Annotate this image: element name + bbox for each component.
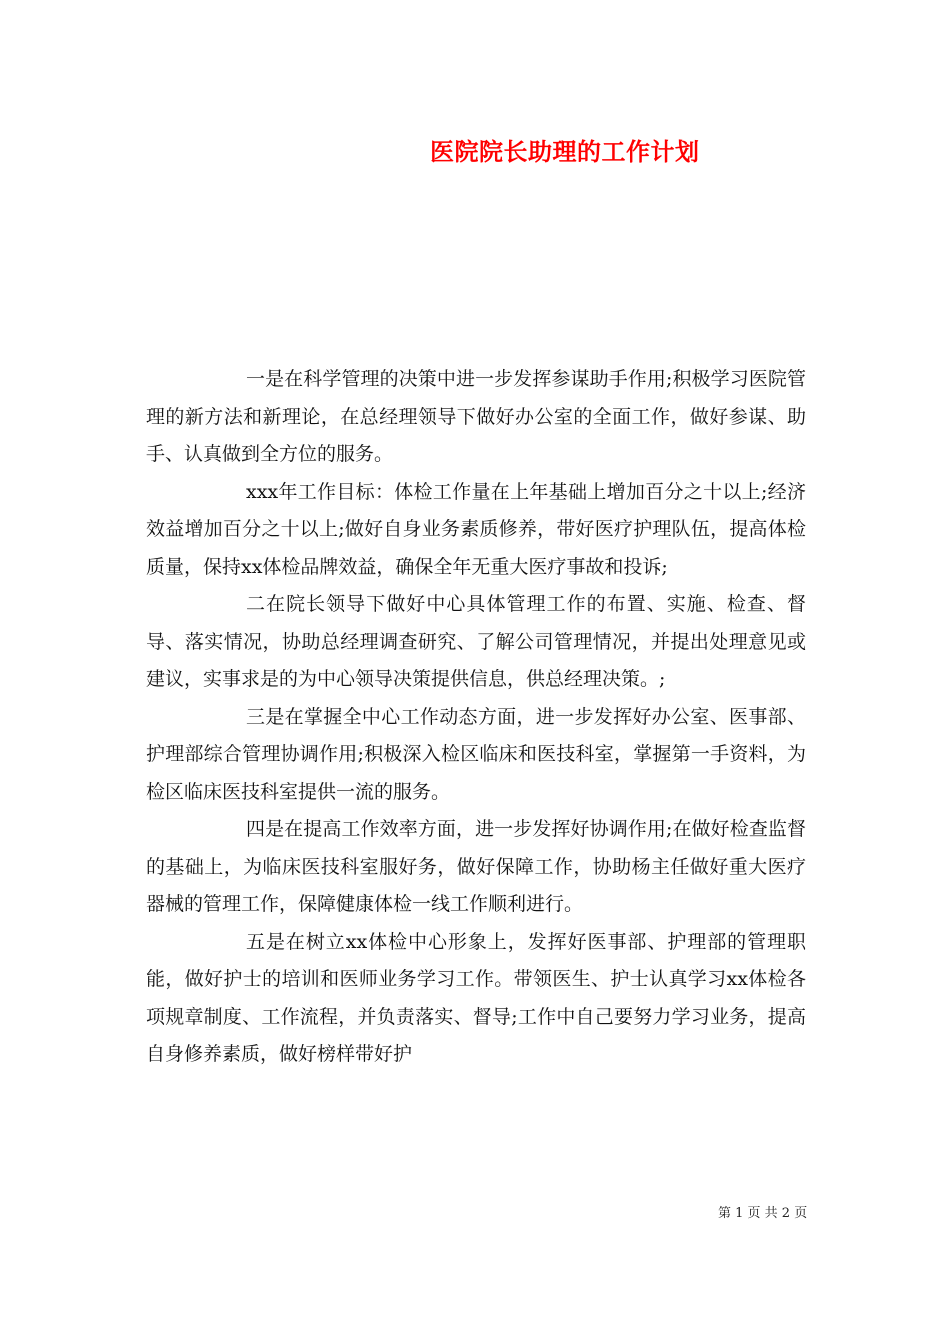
document-title: 医院院长助理的工作计划 [430,137,700,166]
paragraph: xxx年工作目标：体检工作量在上年基础上增加百分之十以上;经济效益增加百分之十以上;做好自身业务素质修养，带好医疗护理队伍，提高体检质量，保持xx体检品牌效益，确保全年无重大医疗事故和投诉; [146,480,806,578]
paragraph: 三是在掌握全中心工作动态方面，进一步发挥好办公室、医事部、护理部综合管理协调作用;积极深入检区临床和医技科室，掌握第一手资料，为检区临床医技科室提供一流的服务。 [146,705,806,803]
document-body [146,361,806,1074]
paragraph: 一是在科学管理的决策中进一步发挥参谋助手作用;积极学习医院管理的新方法和新理论，在总经理领导下做好办公室的全面工作，做好参谋、助手、认真做到全方位的服务。 [146,368,806,465]
paragraph: 五是在树立xx体检中心形象上，发挥好医事部、护理部的管理职能，做好护士的培训和医师业务学习工作。带领医生、护士认真学习xx体检各项规章制度、工作流程，并负责落实、督导;工作中自己要努力学习业务，提高自身修养素质，做好榜样带好护 [146,930,806,1065]
paragraph: 二在院长领导下做好中心具体管理工作的布置、实施、检查、督导、落实情况，协助总经理调查研究、了解公司管理情况，并提出处理意见或建议，实事求是的为中心领导决策提供信息，供总经理决策。; [146,593,806,690]
paragraph: 四是在提高工作效率方面，进一步发挥好协调作用;在做好检查监督的基础上，为临床医技科室服好务，做好保障工作，协助杨主任做好重大医疗器械的管理工作，保障健康体检一线工作顺利进行。 [146,818,806,915]
page-number-footer: 第 1 页 共 2 页 [718,1206,808,1221]
